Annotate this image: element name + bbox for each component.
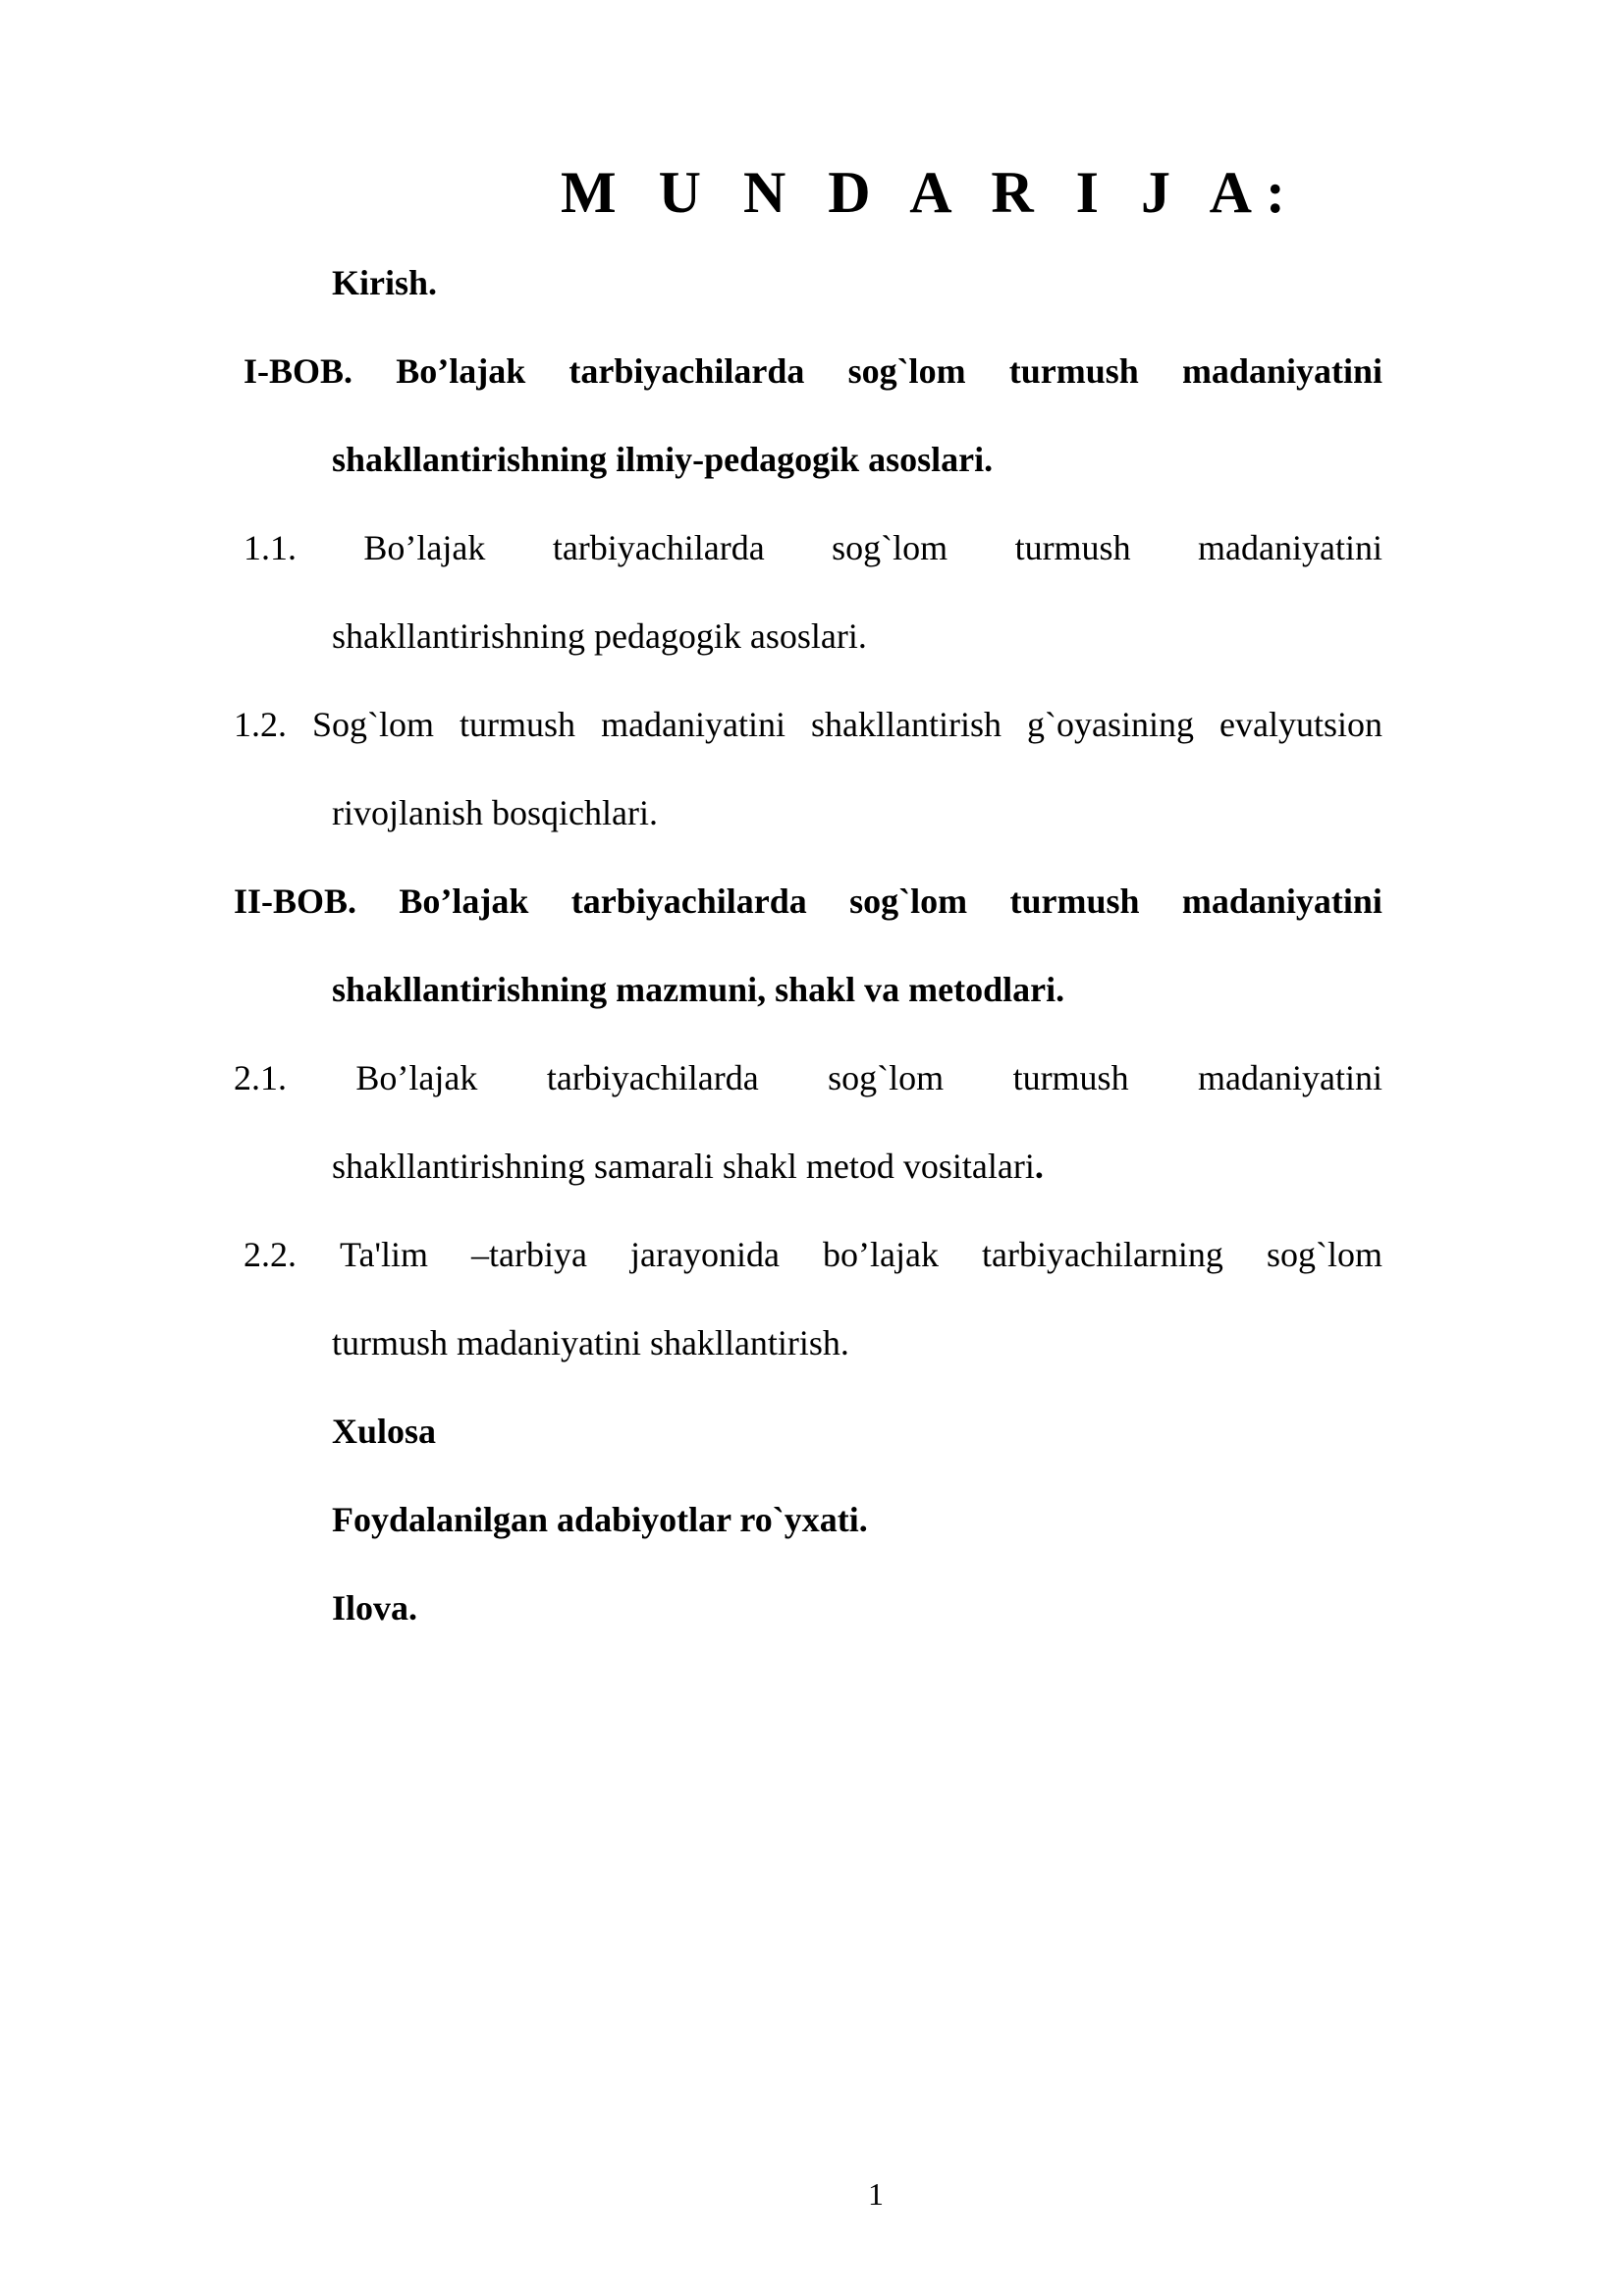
toc-word: tarbiyachilarda [546, 1058, 759, 1097]
toc-word: tarbiyachilarda [552, 528, 765, 567]
toc-appendix: Ilova. [332, 1588, 418, 1628]
toc-chapter-1-continuation: shakllantirishning ilmiy-pedagogik asoslari. [332, 440, 994, 479]
toc-chapter-1-line [244, 349, 1382, 393]
toc-section-2-1-line [234, 1056, 1382, 1099]
toc-section-1-2-continuation: rivojlanish bosqichlari. [332, 793, 658, 832]
toc-word: I-BOB. [244, 351, 353, 391]
toc-word: sog`lom [847, 351, 966, 391]
toc-intro: Kirish. [332, 263, 438, 302]
toc-section-2-1-continuation [332, 1145, 1044, 1188]
toc-word: 2.1. [234, 1058, 287, 1097]
toc-word: madaniyatini [1198, 528, 1382, 567]
toc-word: Bo’lajak [355, 1058, 478, 1097]
toc-section-2-1-period: . [1034, 1147, 1044, 1186]
toc-section-1-1-line [244, 526, 1382, 569]
toc-word: Bo’lajak [399, 881, 529, 921]
toc-word: tarbiyachilarda [568, 351, 805, 391]
toc-word: II-BOB. [234, 881, 357, 921]
toc-section-1-1-continuation: shakllantirishning pedagogik asoslari. [332, 616, 867, 656]
toc-word: madaniyatini [1181, 351, 1382, 391]
toc-chapter-2-line [234, 880, 1382, 923]
toc-word: sog`lom [832, 528, 948, 567]
toc-word: 2.2. [244, 1235, 297, 1274]
toc-word: 1.1. [244, 528, 297, 567]
toc-word: Ta'lim [340, 1235, 428, 1274]
toc-word: sog`lom [828, 1058, 945, 1097]
toc-section-2-2-line [244, 1233, 1382, 1276]
toc-word: tarbiyachilarning [982, 1235, 1223, 1274]
toc-word: turmush [1008, 351, 1139, 391]
toc-word: turmush [1009, 881, 1140, 921]
toc-word: –tarbiya [471, 1235, 587, 1274]
page-title: M U N D A R I J A: [560, 160, 1299, 225]
toc-word: bo’lajak [823, 1235, 939, 1274]
toc-section-1-2-line: 1.2. Sog`lom turmush madaniyatini shakllantirish g`oyasining evalyutsion [234, 705, 1382, 744]
toc-word: sog`lom [849, 881, 968, 921]
toc-word: tarbiyachilarda [570, 881, 807, 921]
page-number: 1 [868, 2176, 884, 2212]
toc-word: jarayonida [630, 1235, 780, 1274]
toc-chapter-2-continuation: shakllantirishning mazmuni, shakl va metodlari. [332, 970, 1065, 1009]
toc-word: Bo’lajak [363, 528, 486, 567]
toc-word: turmush [1014, 528, 1131, 567]
toc-word: sog`lom [1266, 1235, 1382, 1274]
toc-word: Bo’lajak [396, 351, 526, 391]
toc-section-2-2-continuation: turmush madaniyatini shakllantirish. [332, 1323, 849, 1362]
toc-word: madaniyatini [1181, 881, 1382, 921]
toc-word: madaniyatini [1198, 1058, 1382, 1097]
toc-references: Foydalanilgan adabiyotlar ro`yxati. [332, 1500, 868, 1539]
toc-conclusion: Xulosa [332, 1412, 437, 1451]
toc-section-2-1-text: shakllantirishning samarali shakl metod vositalari [332, 1147, 1035, 1186]
toc-word: turmush [1012, 1058, 1129, 1097]
